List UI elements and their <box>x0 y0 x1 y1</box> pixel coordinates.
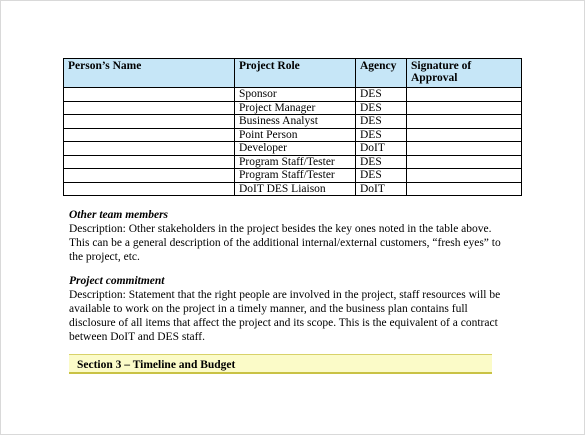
header-signature: Signature of Approval <box>407 59 522 88</box>
table-row <box>64 101 522 115</box>
cell-name[interactable] <box>64 128 235 142</box>
table-row <box>64 115 522 129</box>
cell-signature[interactable] <box>407 88 522 102</box>
cell-signature[interactable] <box>407 101 522 115</box>
cell-signature[interactable] <box>407 155 522 169</box>
approval-table <box>63 58 522 196</box>
commitment-line: disclosure of all items that affect the project and its scope. This is the equivalent of a contract <box>69 317 498 329</box>
header-persons-name: Person’s Name <box>64 59 235 88</box>
other-team-members-section <box>69 208 539 264</box>
cell-name[interactable] <box>64 101 235 115</box>
cell-agency: DES <box>356 115 407 129</box>
other-team-line: This can be a general description of the additional internal/external customers, “fresh eyes” to <box>69 237 501 249</box>
cell-name[interactable] <box>64 182 235 196</box>
cell-role: Sponsor <box>235 88 356 102</box>
header-project-role: Project Role <box>235 59 356 88</box>
cell-name[interactable] <box>64 115 235 129</box>
table-header-row <box>64 59 522 88</box>
table-row <box>64 142 522 156</box>
cell-signature[interactable] <box>407 142 522 156</box>
cell-agency: DES <box>356 155 407 169</box>
cell-role: Developer <box>235 142 356 156</box>
table-row <box>64 88 522 102</box>
cell-role: Business Analyst <box>235 115 356 129</box>
cell-agency: DES <box>356 101 407 115</box>
cell-signature[interactable] <box>407 169 522 183</box>
table-body <box>64 88 522 196</box>
commitment-line: available to work on the project in a timely manner, and the business plan contains full <box>69 303 468 315</box>
cell-name[interactable] <box>64 169 235 183</box>
cell-signature[interactable] <box>407 115 522 129</box>
project-commitment-heading: Project commitment <box>69 275 165 287</box>
cell-signature[interactable] <box>407 128 522 142</box>
cell-name[interactable] <box>64 142 235 156</box>
commitment-line: Description: Statement that the right people are involved in the project, staff resources will be <box>69 289 501 301</box>
cell-agency: DoIT <box>356 142 407 156</box>
cell-signature[interactable] <box>407 182 522 196</box>
table-row <box>64 182 522 196</box>
table-row <box>64 169 522 183</box>
cell-role: Program Staff/Tester <box>235 169 356 183</box>
project-commitment-section <box>69 274 539 344</box>
cell-role: Program Staff/Tester <box>235 155 356 169</box>
cell-name[interactable] <box>64 155 235 169</box>
other-team-heading: Other team members <box>69 209 169 221</box>
other-team-line: Description: Other stakeholders in the project besides the key ones noted in the table above. <box>69 223 492 235</box>
header-agency: Agency <box>356 59 407 88</box>
table-row <box>64 155 522 169</box>
table-row <box>64 128 522 142</box>
cell-role: Point Person <box>235 128 356 142</box>
other-team-line: the project, etc. <box>69 251 140 263</box>
cell-role: DoIT DES Liaison <box>235 182 356 196</box>
cell-agency: DoIT <box>356 182 407 196</box>
cell-agency: DES <box>356 169 407 183</box>
cell-agency: DES <box>356 88 407 102</box>
commitment-line: between DoIT and DES staff. <box>69 331 205 343</box>
section-3-heading: Section 3 – Timeline and Budget <box>69 354 492 374</box>
cell-agency: DES <box>356 128 407 142</box>
cell-name[interactable] <box>64 88 235 102</box>
cell-role: Project Manager <box>235 101 356 115</box>
